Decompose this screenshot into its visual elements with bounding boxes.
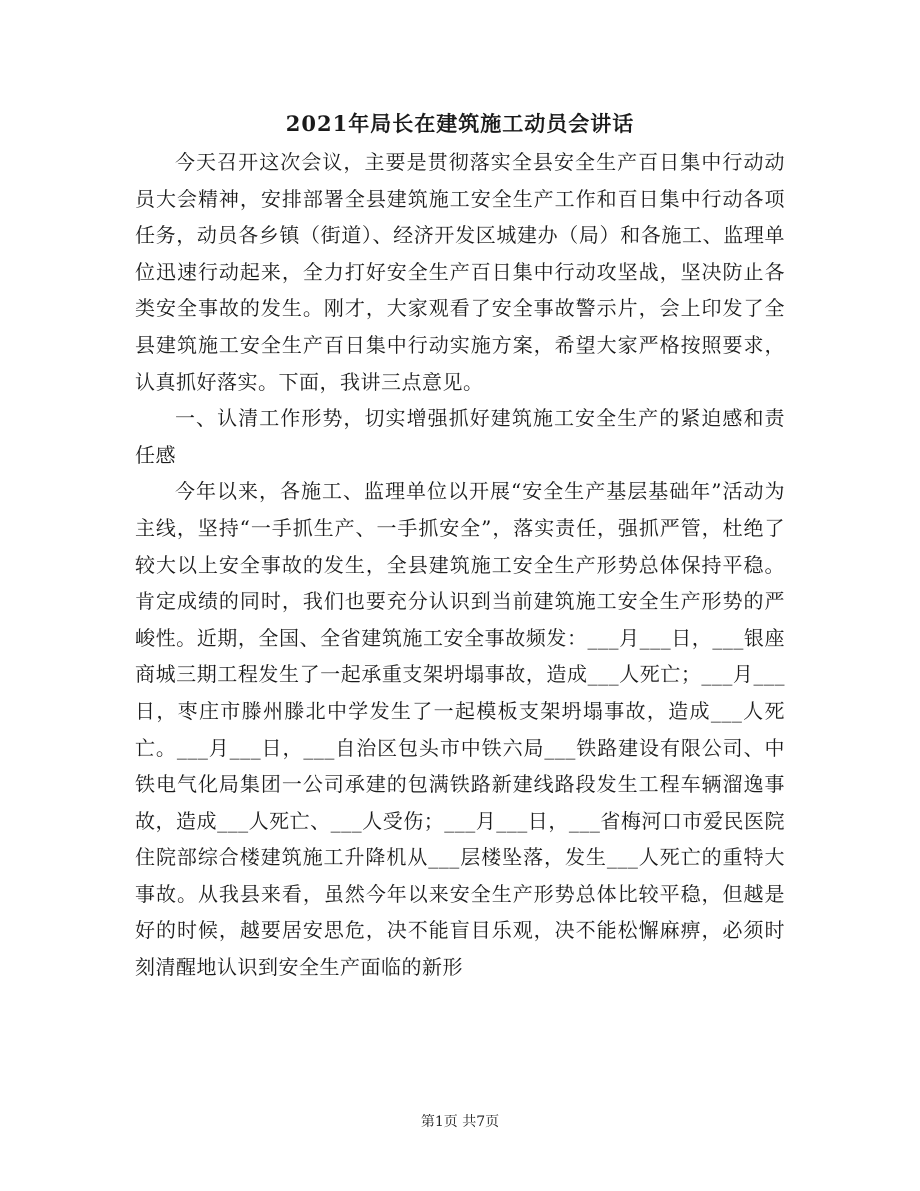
paragraph-situation: 今年以来，各施工、监理单位以开展“安全生产基层基础年”活动为主线，坚持“一手抓生产、一手抓安全”，落实责任，强抓严管，杜绝了较大以上安全事故的发生，全县建筑施工安全生产形势总体保持平稳。肯定成绩的同时，我们也要充分认识到当前建筑施工安全生产形势的严峻性。近期，全国、全省建筑施工安全事故频发：___月___日，___银座商城三期工程发生了一起承重支架坍塌事故，造成___人死亡；___月___日，枣庄市滕州滕北中学发生了一起模板支架坍塌事故，造成___人死亡。___月___日，___自治区包头市中铁六局___铁路建设有限公司、中铁电气化局集团一公司承建的包满铁路新建线路段发生工程车辆溜逸事故，造成___人死亡、___人受伤；___月___日，___省梅河口市爱民医院住院部综合楼建筑施工升降机从___层楼坠落，发生___人死亡的重特大事故。从我县来看，虽然今年以来安全生产形势总体比较平稳，但越是好的时候，越要居安思危，决不能盲目乐观，决不能松懈麻痹，必须时刻清醒地认识到安全生产面临的新形 xyxy=(135,479,785,980)
document-title: 2021年局长在建筑施工动员会讲话 xyxy=(285,111,635,136)
paragraph-intro: 今天召开这次会议，主要是贯彻落实全县安全生产百日集中行动动员大会精神，安排部署全县建筑施工安全生产工作和百日集中行动各项任务，动员各乡镇（街道）、经济开发区城建办（局）和各施工、监理单位迅速行动起来，全力打好安全生产百日集中行动攻坚战，坚决防止各类安全事故的发生。刚才，大家观看了安全事故警示片，会上印发了全县建筑施工安全生产百日集中行动实施方案，希望大家严格按照要求，认真抓好落实。下面，我讲三点意见。 xyxy=(135,150,785,394)
document-body xyxy=(135,144,785,986)
page-number-footer: 第1页 共7页 xyxy=(420,1114,500,1130)
section-heading-1: 一、认清工作形势，切实增强抓好建筑施工安全生产的紧迫感和责任感 xyxy=(135,406,785,467)
